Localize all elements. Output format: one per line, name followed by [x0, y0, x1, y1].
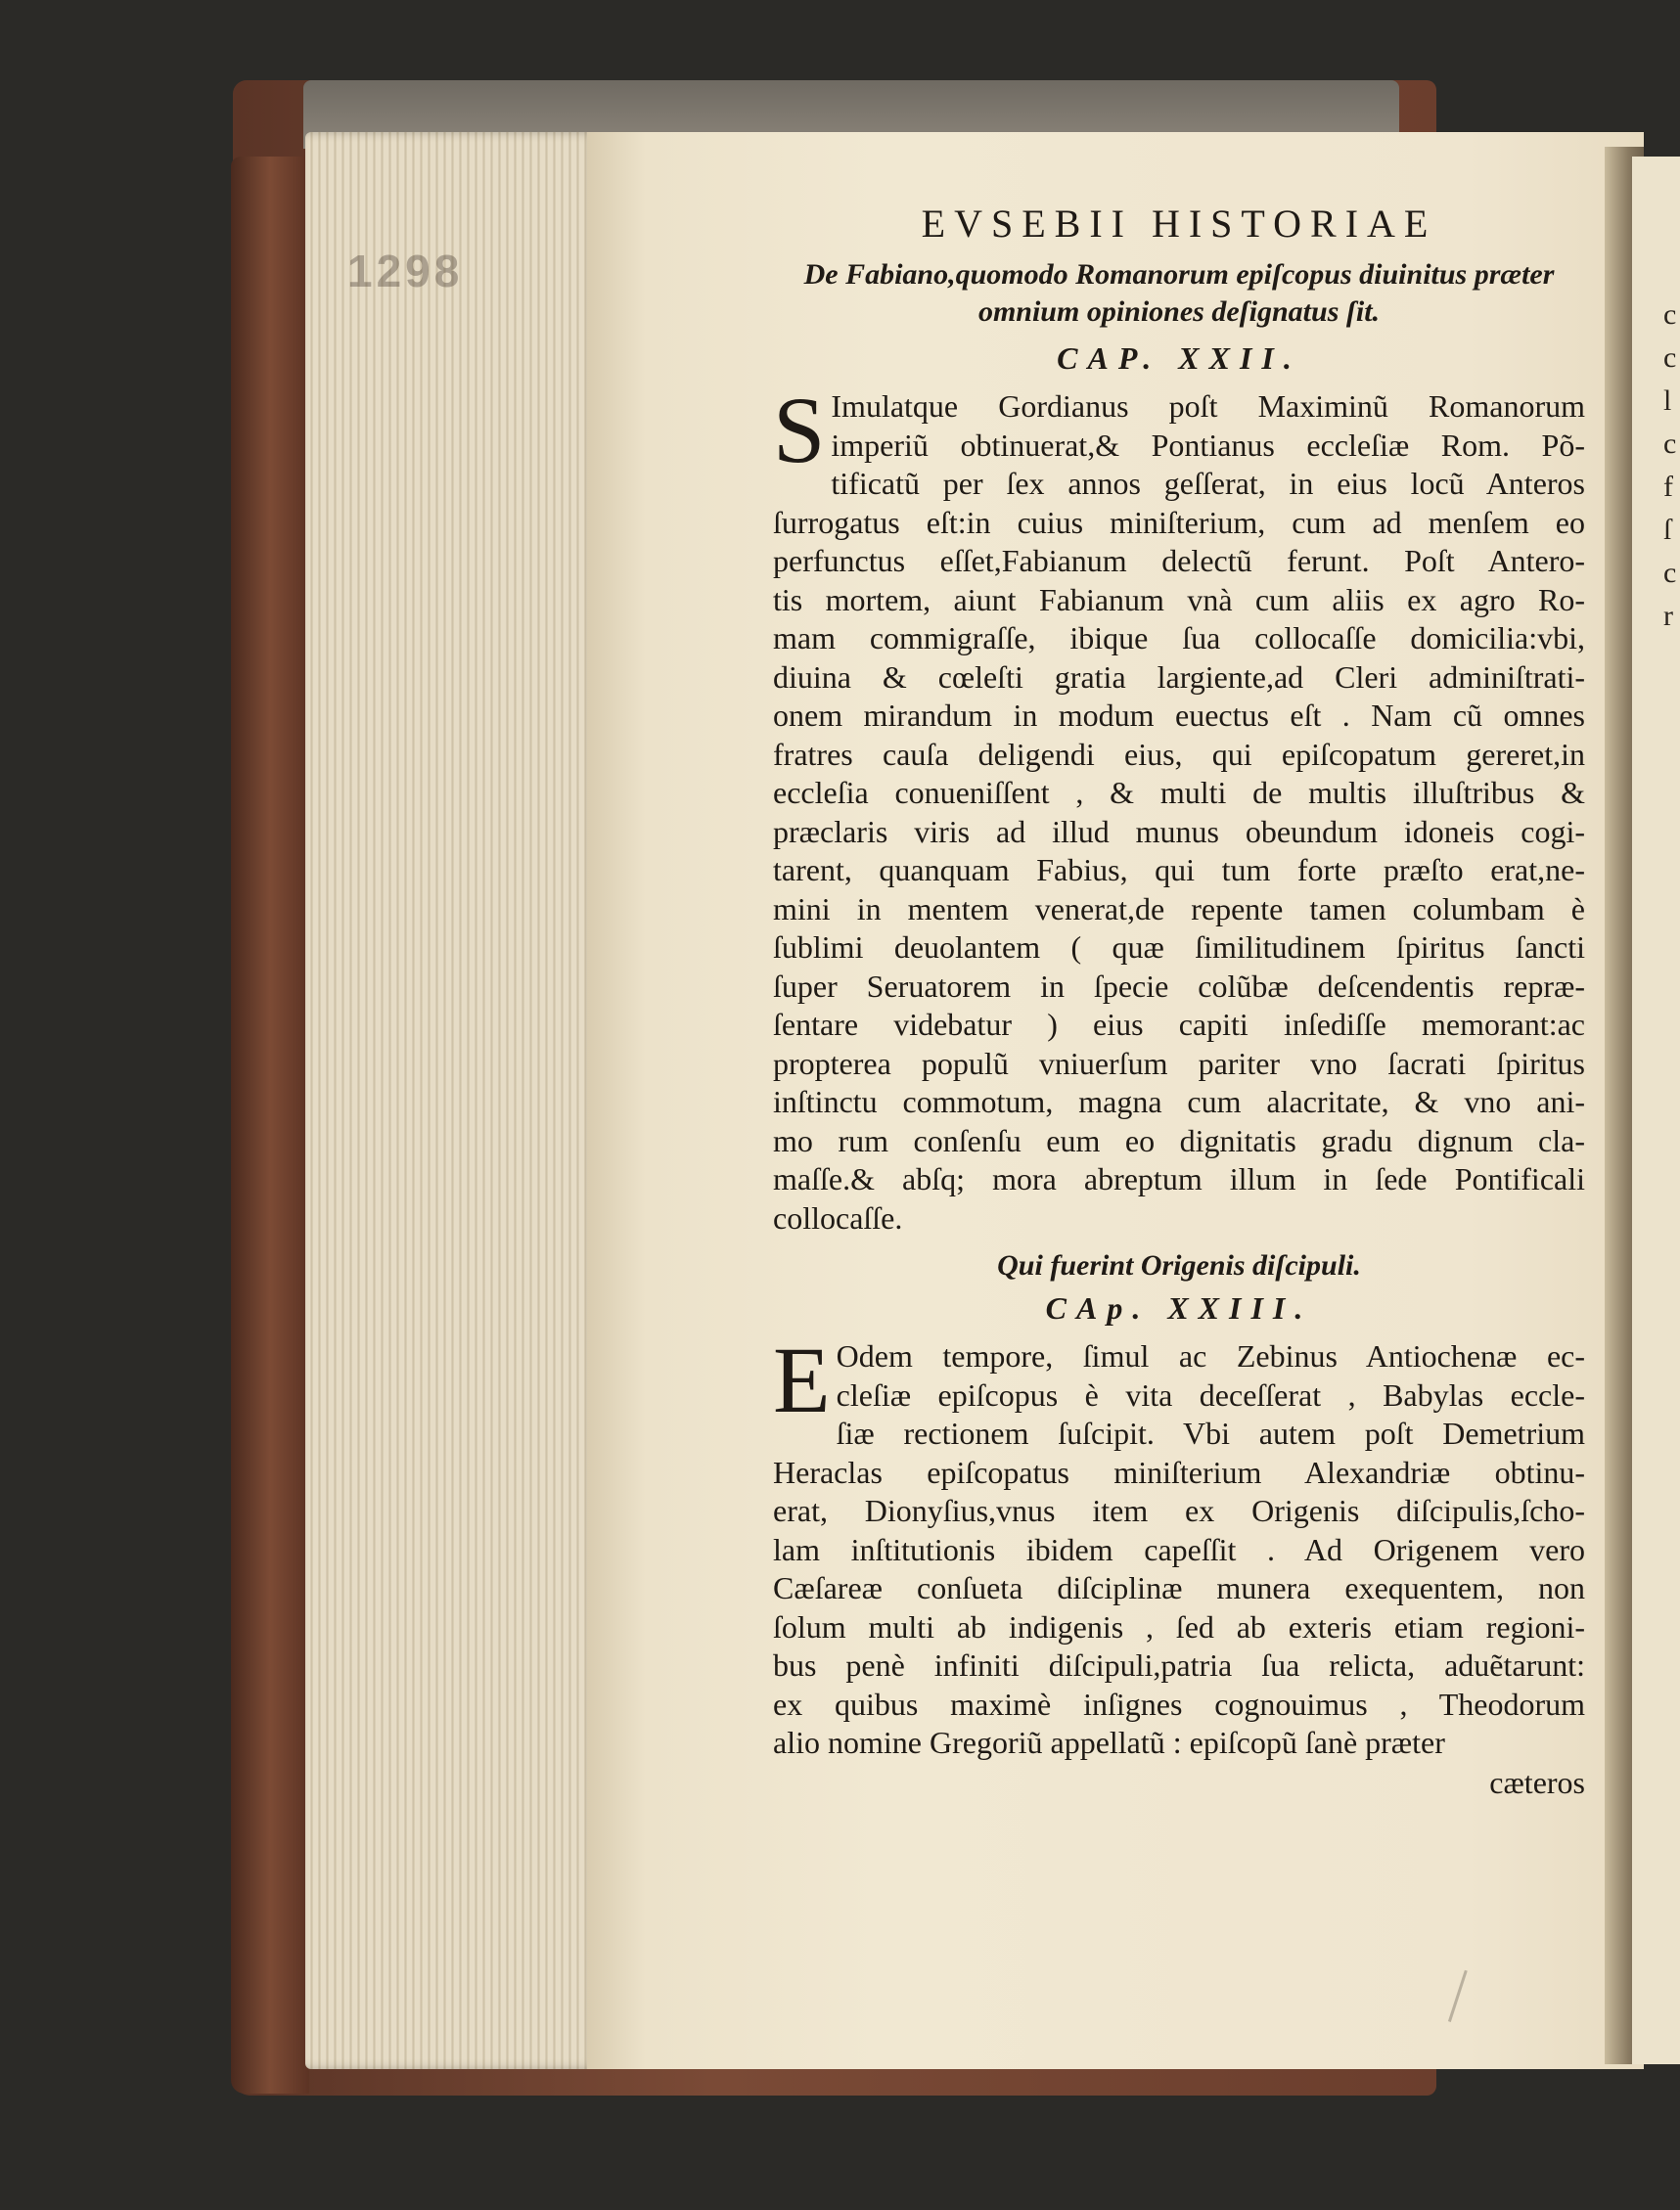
page-text: [773, 201, 1585, 1801]
facing-page-letter: c: [1663, 428, 1677, 460]
text-line: onem mirandum in modum euectus eſt . Nam cũ omnes: [773, 698, 1585, 733]
text-line: diuina & cœleſti gratia largiente,ad Cleri adminiſtrati-: [773, 658, 1585, 695]
facing-page-letter: c: [1663, 298, 1677, 331]
catchword: cæteros: [1489, 1764, 1585, 1800]
text-line: cleſiæ epiſcopus è vita deceſſerat , Babylas eccle-: [836, 1376, 1585, 1413]
text-line: ſublimi deuolantem ( quæ ſimilitudinem ſpiritus ſancti: [773, 929, 1585, 965]
text-line: ſurrogatus eſt:in cuius miniſterium, cum ad menſem eo: [773, 504, 1585, 540]
text-line: fratres cauſa deligendi eius, qui epiſcopatum gereret,in: [773, 736, 1585, 772]
book-spine-edge: [231, 157, 309, 2094]
text-line: mini in mentem venerat,de repente tamen columbam è: [773, 890, 1585, 926]
text-line: imperiũ obtinuerat,& Pontianus eccleſiæ Rom. Põ-: [831, 427, 1585, 463]
running-head: EVSEBII HISTORIAE: [921, 202, 1437, 246]
drop-cap: E: [773, 1328, 831, 1432]
text-line: erat, Dionyſius,vnus item ex Origenis diſcipulis,ſcho-: [773, 1493, 1585, 1528]
text-line: bus penè infiniti diſcipuli,patria ſua relicta, aduẽtarunt:: [773, 1647, 1585, 1683]
text-line: ſiæ rectionem ſuſcipit. Vbi autem poſt Demetrium: [836, 1416, 1585, 1451]
facing-page-letter: c: [1663, 341, 1677, 374]
facing-page-letter: f: [1663, 471, 1673, 503]
text-line: tificatũ per ſex annos geſſerat, in eius locũ Anteros: [831, 466, 1585, 501]
text-line: alio nomine Gregoriũ appellatũ : epiſcopũ ſanè præter: [773, 1725, 1445, 1760]
text-line: tarent, quanquam Fabius, qui tum forte præſto erat,ne-: [773, 852, 1585, 887]
text-line: præclaris viris ad illud munus obeundum idoneis cogi-: [773, 813, 1585, 849]
text-line: eccleſia conueniſſent , & multi de multis illuſtribus &: [773, 775, 1585, 810]
chapter-23-number: CAp. XXIII.: [1045, 1290, 1313, 1326]
chapter-22-title-line: De Fabiano,quomodo Romanorum epiſcopus diuinitus præter: [803, 258, 1555, 291]
facing-page-letters: [1663, 293, 1680, 638]
text-line: perfunctus eſſet,Fabianum delectũ ferunt. Poſt Antero-: [773, 543, 1585, 578]
text-line: mam commigraſſe, ibique ſua collocaſſe domicilia:vbi,: [773, 620, 1585, 655]
text-line: tis mortem, aiunt Fabianum vnà cum aliis ex agro Ro-: [773, 581, 1585, 617]
text-line: ſolum multi ab indigenis , ſed ab exteris etiam regioni-: [773, 1608, 1585, 1645]
drop-cap: S: [773, 378, 826, 482]
chapter-22-title-line: omnium opiniones deſignatus ſit.: [977, 295, 1381, 328]
text-line: inſtinctu commotum, magna cum alacritate, & vno ani-: [773, 1084, 1585, 1119]
chapter-22-number: CAP. XXII.: [1057, 340, 1301, 376]
text-line: Imulatque Gordianus poſt Maximinũ Romanorum: [831, 388, 1585, 424]
page-edges: [305, 132, 599, 2069]
text-line: mo rum conſenſu eum eo dignitatis gradu dignum cla-: [773, 1122, 1585, 1158]
facing-page-letter: l: [1663, 384, 1672, 417]
text-line: lam inſtitutionis ibidem capeſſit . Ad Origenem vero: [773, 1531, 1585, 1567]
text-line: ſentare videbatur ) eius capiti inſediſſe memorant:ac: [773, 1007, 1585, 1042]
text-line: Cæſareæ conſueta diſciplinæ munera exequentem, non: [773, 1570, 1585, 1605]
text-line: Heraclas epiſcopatus miniſterium Alexandriæ obtinu-: [773, 1454, 1585, 1490]
facing-page-letter: r: [1663, 600, 1673, 632]
text-line: ſuper Seruatorem in ſpecie colũbæ deſcendentis repræ-: [773, 968, 1585, 1004]
text-line: Odem tempore, ſimul ac Zebinus Antiochenæ ec-: [836, 1338, 1585, 1374]
shelf-mark: 1298: [347, 246, 464, 296]
facing-page-letter: ſ: [1663, 514, 1672, 546]
chapter-23-title: Qui fuerint Origenis diſcipuli.: [997, 1249, 1361, 1282]
text-line: propterea populũ vniuerſum pariter vno ſacrati ſpiritus: [773, 1045, 1585, 1081]
chapter-22-body: [773, 378, 1585, 1238]
chapter-22-title: [773, 256, 1585, 331]
facing-page-letter: c: [1663, 557, 1677, 589]
text-line: maſſe.& abſq; mora abreptum illum in ſede Pontificali: [773, 1161, 1585, 1196]
text-line: collocaſſe.: [773, 1199, 903, 1236]
text-line: ex quibus maximè inſignes cognouimus , Theodorum: [773, 1686, 1585, 1722]
chapter-23-body: [773, 1328, 1585, 1763]
